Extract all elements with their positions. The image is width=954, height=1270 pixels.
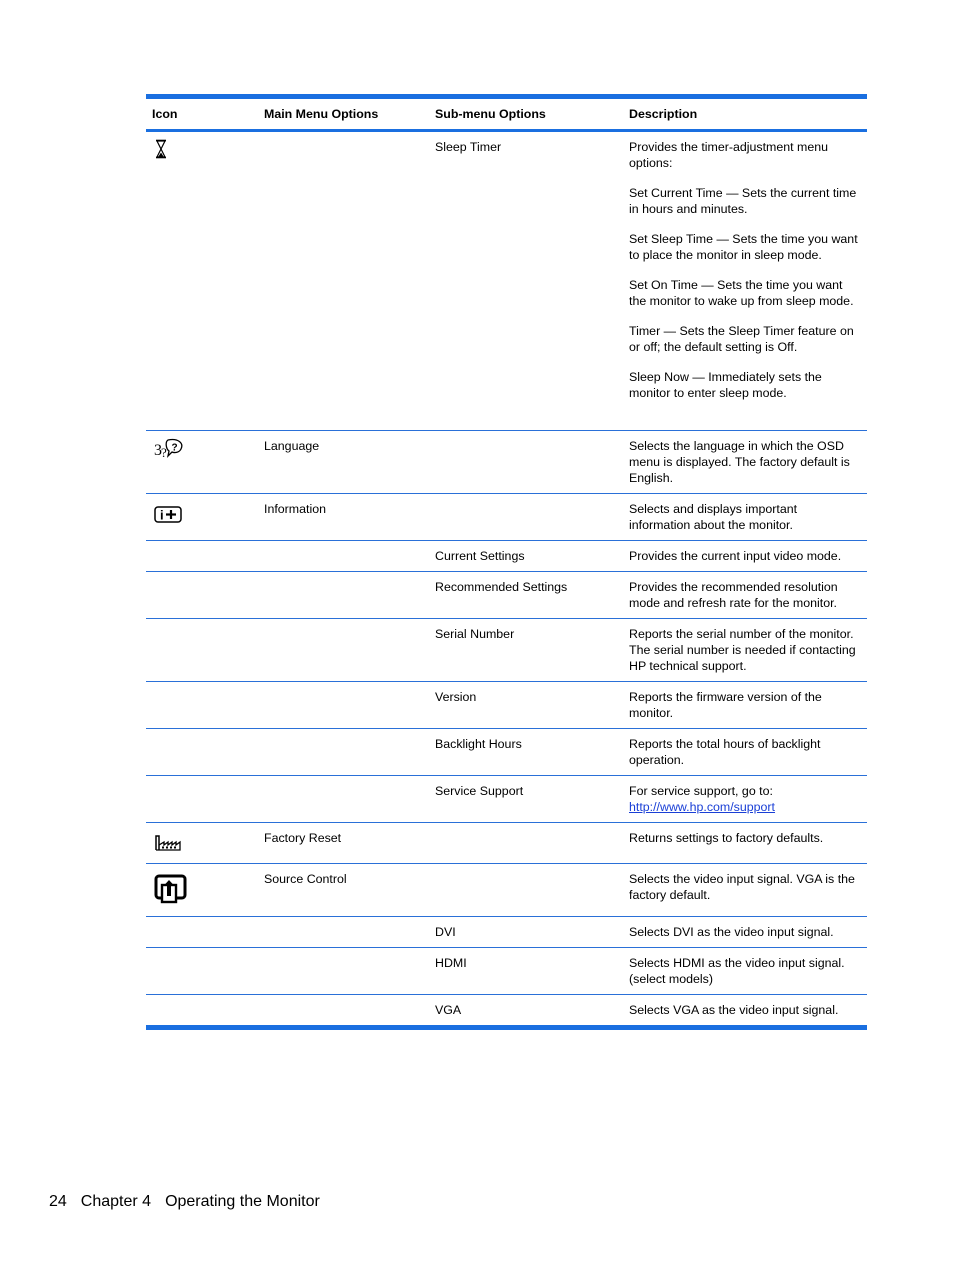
description-text: Set Current Time — Sets the current time in hours and minutes. <box>629 186 857 216</box>
chapter-label: Chapter 4 <box>80 1193 152 1210</box>
description-cell <box>623 619 867 682</box>
hourglass-icon <box>154 139 168 163</box>
table-row <box>146 776 867 823</box>
description-cell <box>623 729 867 776</box>
description-text: Selects VGA as the video input signal. <box>629 1003 839 1017</box>
table-row <box>146 948 867 995</box>
information-icon <box>154 506 182 528</box>
page-number: 24 <box>49 1193 67 1210</box>
description-cell <box>623 682 867 729</box>
sub-menu-cell: Service Support <box>435 784 524 798</box>
main-menu-cell <box>258 541 429 572</box>
main-menu-cell <box>258 729 429 776</box>
main-menu-cell <box>258 917 429 948</box>
description-text: Reports the total hours of backlight operation. <box>629 737 821 767</box>
sub-menu-cell: Current Settings <box>435 549 525 563</box>
description-cell <box>623 995 867 1028</box>
main-menu-cell <box>258 948 429 995</box>
description-text: Selects the video input signal. VGA is the factory default. <box>629 872 855 902</box>
description-text: Set On Time — Sets the time you want the monitor to wake up from sleep mode. <box>629 278 854 308</box>
main-menu-cell <box>258 572 429 619</box>
description-text: Reports the firmware version of the monitor. <box>629 690 822 720</box>
description-cell <box>623 541 867 572</box>
sub-menu-cell: Backlight Hours <box>435 737 522 751</box>
table-row <box>146 823 867 864</box>
description-cell <box>623 823 867 864</box>
page-footer <box>49 1192 320 1212</box>
chapter-title: Operating the Monitor <box>165 1193 320 1210</box>
table-row <box>146 729 867 776</box>
main-menu-cell <box>258 682 429 729</box>
description-text: Sleep Now — Immediately sets the monitor to enter sleep mode. <box>629 370 822 400</box>
sub-menu-cell: HDMI <box>435 956 467 970</box>
description-text: For service support, go to: <box>629 784 773 798</box>
table-row <box>146 995 867 1028</box>
svg-text:?: ? <box>161 445 167 460</box>
description-cell <box>623 572 867 619</box>
description-text: Reports the serial number of the monitor. The serial number is needed if contacting HP technical support. <box>629 627 856 673</box>
main-menu-cell: Factory Reset <box>264 831 342 845</box>
source-control-icon <box>154 874 188 908</box>
osd-menu-table <box>146 94 867 1030</box>
sub-menu-cell <box>429 823 623 864</box>
sub-menu-cell <box>429 431 623 494</box>
header-sub-menu-options: Sub-menu Options <box>435 107 546 121</box>
description-cell <box>623 494 867 541</box>
table-row <box>146 541 867 572</box>
sub-menu-cell: Version <box>435 690 477 704</box>
description-text: Timer — Sets the Sleep Timer feature on or off; the default setting is Off. <box>629 324 854 354</box>
description-cell <box>623 864 867 917</box>
description-text: Selects DVI as the video input signal. <box>629 925 834 939</box>
main-menu-cell: Information <box>264 502 326 516</box>
description-cell <box>623 131 867 431</box>
header-main-menu-options: Main Menu Options <box>264 107 379 121</box>
sub-menu-cell <box>429 864 623 917</box>
description-cell <box>623 948 867 995</box>
description-text: Selects HDMI as the video input signal. (select models) <box>629 956 845 986</box>
description-text: Selects and displays important information about the monitor. <box>629 502 798 532</box>
main-menu-cell: Source Control <box>264 872 347 886</box>
svg-text:i: i <box>160 507 164 523</box>
main-menu-cell: Language <box>264 439 320 453</box>
sub-menu-cell: Sleep Timer <box>435 140 502 154</box>
osd-menu-table-container <box>146 94 867 1030</box>
factory-icon <box>154 833 182 855</box>
sub-menu-cell: DVI <box>435 925 456 939</box>
description-cell <box>623 917 867 948</box>
description-text: Provides the recommended resolution mode and refresh rate for the monitor. <box>629 580 838 610</box>
main-menu-cell <box>258 995 429 1028</box>
table-row <box>146 917 867 948</box>
table-row <box>146 494 867 541</box>
description-text: Provides the timer-adjustment menu options: <box>629 140 829 170</box>
main-menu-cell <box>258 619 429 682</box>
table-row <box>146 619 867 682</box>
header-icon: Icon <box>152 107 178 121</box>
table-row <box>146 131 867 431</box>
description-cell <box>623 776 867 823</box>
table-row <box>146 682 867 729</box>
description-text: Selects the language in which the OSD menu is displayed. The factory default is English. <box>629 439 850 485</box>
language-icon <box>154 438 184 464</box>
sub-menu-cell: VGA <box>435 1003 462 1017</box>
header-description: Description <box>629 107 698 121</box>
table-row <box>146 572 867 619</box>
hp-support-link[interactable]: http://www.hp.com/support <box>629 800 776 814</box>
svg-text:?: ? <box>171 442 178 454</box>
svg-text:3: 3 <box>154 442 162 459</box>
table-row <box>146 431 867 494</box>
description-cell <box>623 431 867 494</box>
description-text: Provides the current input video mode. <box>629 549 842 563</box>
description-text: Set Sleep Time — Sets the time you want to place the monitor in sleep mode. <box>629 232 858 262</box>
table-row <box>146 864 867 917</box>
description-text: Returns settings to factory defaults. <box>629 831 824 845</box>
main-menu-cell <box>258 776 429 823</box>
sub-menu-cell: Recommended Settings <box>435 580 568 594</box>
main-menu-cell <box>258 131 429 431</box>
sub-menu-cell <box>429 494 623 541</box>
table-header-row <box>146 97 867 131</box>
sub-menu-cell: Serial Number <box>435 627 515 641</box>
